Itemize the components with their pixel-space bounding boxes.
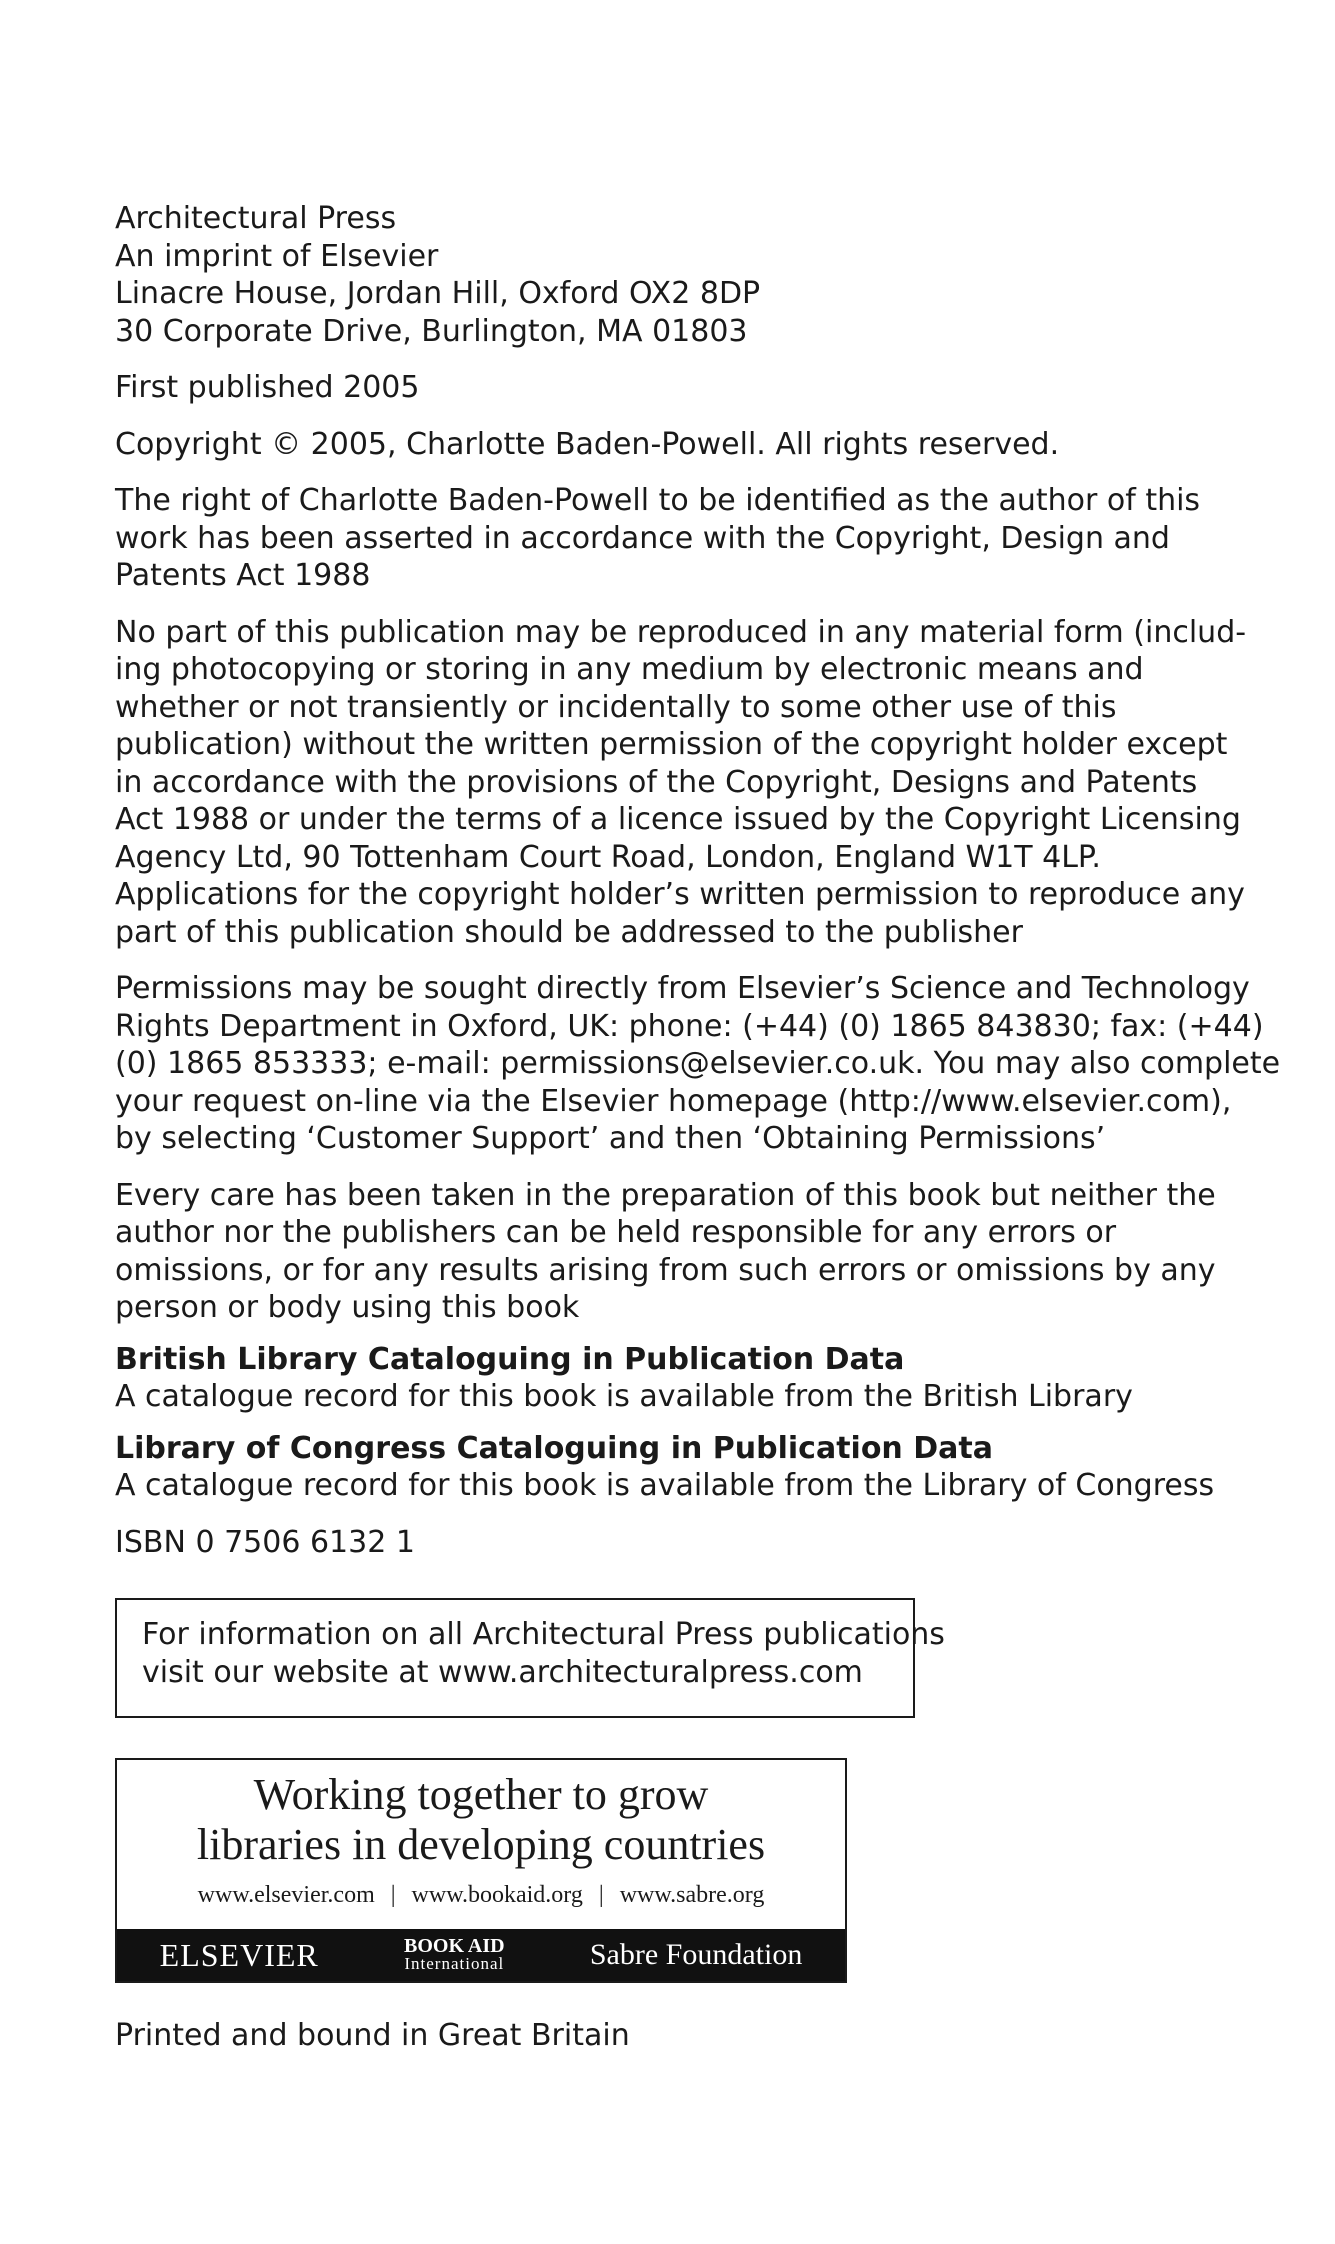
reproduction-line: part of this publication should be addressed to the publisher xyxy=(115,914,1023,950)
bookaid-logo xyxy=(404,1937,505,1973)
banner-tagline-line: Working together to grow xyxy=(253,1770,709,1819)
publisher-line: Linacre House, Jordan Hill, Oxford OX2 8DP xyxy=(115,276,761,311)
bookaid-url: www.bookaid.org xyxy=(411,1882,583,1908)
first-published: First published 2005 xyxy=(115,370,420,405)
printed-notice: Printed and bound in Great Britain xyxy=(115,2018,630,2053)
permissions-line: Permissions may be sought directly from Elsevier’s Science and Technology xyxy=(115,971,1250,1006)
permissions-line: by selecting ‘Customer Support’ and then ‘Obtaining Permissions’ xyxy=(115,1121,1106,1156)
info-box-line: visit our website at www.architecturalpress.com xyxy=(142,1654,863,1690)
permissions-line: (0) 1865 853333; e-mail: permissions@elsevier.co.uk. You may also complete xyxy=(115,1046,1281,1081)
moral-rights-line: The right of Charlotte Baden-Powell to be identified as the author of this xyxy=(115,483,1201,518)
library-of-congress-heading: Library of Congress Cataloguing in Publication Data xyxy=(115,1430,993,1466)
permissions-notice xyxy=(115,970,1281,1158)
publisher-address xyxy=(115,200,1225,350)
reproduction-notice xyxy=(115,614,1247,952)
elsevier-logo: ELSEVIER xyxy=(159,1936,319,1973)
disclaimer-notice xyxy=(115,1177,1225,1327)
sabre-logo: Sabre Foundation xyxy=(589,1938,803,1971)
info-box-line: For information on all Architectural Press publications xyxy=(142,1617,945,1652)
elsevier-url: www.elsevier.com xyxy=(197,1882,375,1908)
banner-logo-bar xyxy=(117,1929,845,1981)
disclaimer-line: author nor the publishers can be held responsible for any errors or xyxy=(115,1215,1117,1250)
banner-urls xyxy=(117,1882,845,1909)
banner-tagline-line: libraries in developing countries xyxy=(196,1820,766,1869)
reproduction-line: Act 1988 or under the terms of a licence issued by the Copyright Licensing xyxy=(115,802,1241,837)
library-of-congress-text: A catalogue record for this book is available from the Library of Congress xyxy=(115,1468,1215,1503)
reproduction-line: in accordance with the provisions of the Copyright, Designs and Patents xyxy=(115,764,1198,800)
reproduction-line: No part of this publication may be reproduced in any material form (includ- xyxy=(115,614,1247,650)
publisher-line: An imprint of Elsevier xyxy=(115,238,439,274)
moral-rights-line: Patents Act 1988 xyxy=(115,558,371,593)
disclaimer-line: omissions, or for any results arising from such errors or omissions by any xyxy=(115,1252,1216,1288)
banner-tagline xyxy=(117,1770,845,1870)
bookaid-logo-line1: BOOK AID xyxy=(404,1935,505,1957)
british-library-data xyxy=(115,1341,1225,1416)
isbn: ISBN 0 7506 6132 1 xyxy=(115,1524,415,1560)
reproduction-line: publication) without the written permission of the copyright holder except xyxy=(115,727,1228,762)
sabre-url: www.sabre.org xyxy=(619,1882,765,1908)
copyright-notice: Copyright © 2005, Charlotte Baden-Powell. All rights reserved. xyxy=(115,426,1060,462)
library-of-congress-data xyxy=(115,1430,1225,1505)
publisher-line: Architectural Press xyxy=(115,201,397,236)
url-separator: | xyxy=(390,1882,396,1908)
permissions-line: Rights Department in Oxford, UK: phone: (+44) (0) 1865 843830; fax: (+44) xyxy=(115,1008,1264,1044)
website-info-box xyxy=(115,1598,945,1718)
permissions-line: your request on-line via the Elsevier homepage (http://www.elsevier.com), xyxy=(115,1083,1232,1119)
disclaimer-line: person or body using this book xyxy=(115,1290,580,1325)
bookaid-banner xyxy=(115,1758,847,1983)
disclaimer-line: Every care has been taken in the preparation of this book but neither the xyxy=(115,1177,1216,1213)
url-separator: | xyxy=(598,1882,604,1908)
reproduction-line: Applications for the copyright holder’s written permission to reproduce any xyxy=(115,877,1245,912)
reproduction-line: ing photocopying or storing in any medium by electronic means and xyxy=(115,652,1144,687)
british-library-text: A catalogue record for this book is available from the British Library xyxy=(115,1379,1133,1414)
moral-rights-line: work has been asserted in accordance with the Copyright, Design and xyxy=(115,520,1170,556)
bookaid-logo-line2: International xyxy=(404,1954,505,1973)
publisher-line: 30 Corporate Drive, Burlington, MA 01803 xyxy=(115,313,748,349)
british-library-heading: British Library Cataloguing in Publication Data xyxy=(115,1341,905,1377)
reproduction-line: whether or not transiently or incidentally to some other use of this xyxy=(115,689,1117,725)
reproduction-line: Agency Ltd, 90 Tottenham Court Road, London, England W1T 4LP. xyxy=(115,839,1101,875)
moral-rights-notice xyxy=(115,482,1225,595)
